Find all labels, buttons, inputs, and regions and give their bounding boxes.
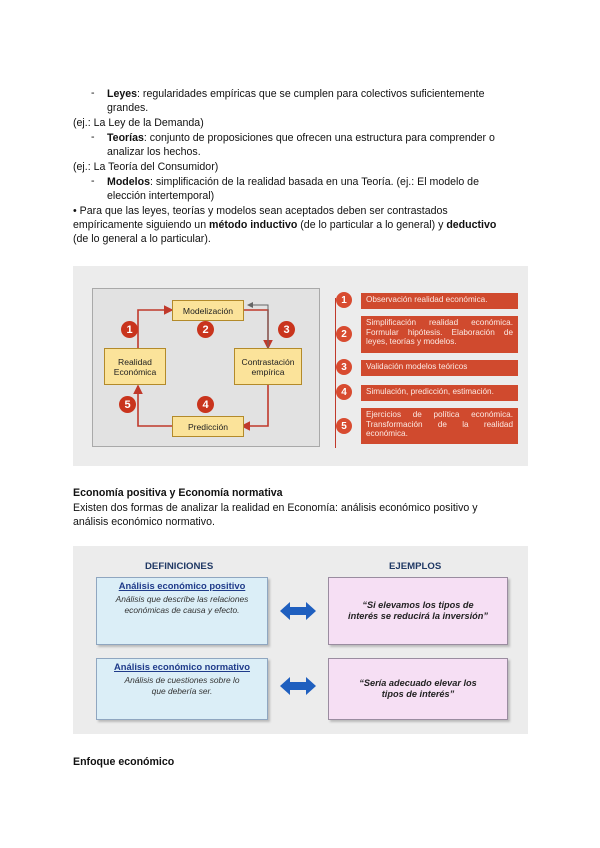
paragraph-contrast — [73, 204, 533, 247]
box-prediccion: Predicción — [172, 416, 244, 437]
section1-line2: análisis económico normativo. — [73, 516, 215, 529]
box-realidad-economica: Realidad Económica — [104, 348, 166, 385]
cycle-number-2: 2 — [197, 321, 214, 338]
arrow-modelizacion-contrastacion — [242, 310, 268, 348]
cycle-number-1: 1 — [121, 321, 138, 338]
double-arrow-icon — [280, 676, 316, 696]
para-line2a: empíricamente siguiendo un — [73, 219, 210, 232]
definition-title-positivo: Análisis económico positivo — [118, 580, 246, 591]
step-box-2: Simplificación realidad económica. Formular hipótesis. Elaboración de leyes, teorías y modelos. — [361, 316, 518, 353]
example-box-positivo — [328, 577, 508, 645]
definition-box-positivo — [96, 577, 268, 645]
arrow-prediccion-realidad — [138, 386, 172, 426]
example-box-normativo — [328, 658, 508, 720]
step-box-4: Simulación, predicción, estimación. — [361, 385, 518, 401]
bullet-leyes-text2: grandes. — [107, 102, 149, 115]
step-number-3: 3 — [336, 359, 352, 375]
heading-enfoque-economico: Enfoque económico — [73, 756, 175, 768]
heading-economia-positiva-normativa: Economía positiva y Economía normativa — [73, 487, 283, 499]
bullet-dash: - — [91, 87, 95, 99]
bullet-teorias-text2: analizar los hechos. — [107, 146, 201, 159]
definition-desc-positivo: Análisis que describe las relaciones económicas de causa y efecto. — [115, 594, 249, 615]
bullet-dash: - — [91, 131, 95, 143]
para-line3: (de lo general a lo particular). — [73, 233, 211, 246]
arrow-contrastacion-prediccion — [242, 384, 268, 426]
bullet-modelos-text2: elección intertemporal) — [107, 190, 215, 203]
bold-metodo-inductivo: método inductivo — [209, 219, 298, 232]
example-text-normativo: “Sería adecuado elevar los tipos de interés” — [359, 678, 477, 699]
step-number-5: 5 — [336, 418, 352, 434]
arrow-realidad-modelizacion — [138, 310, 172, 348]
step-number-2: 2 — [336, 326, 352, 342]
arrow-feedback — [248, 305, 268, 348]
box-contrastacion-empirica: Contrastación empírica — [234, 348, 302, 385]
step-number-4: 4 — [336, 384, 352, 400]
step-box-5: Ejercicios de política económica. Transformación de la realidad económica. — [361, 408, 518, 444]
cycle-number-4: 4 — [197, 396, 214, 413]
example-leyes: (ej.: La Ley de la Demanda) — [73, 117, 204, 129]
bullet-modelos-text: : simplificación de la realidad basada en una Teoría. (ej.: El modelo de — [149, 176, 479, 188]
paragraph-formas-analisis — [73, 501, 533, 529]
cycle-number-3: 3 — [278, 321, 295, 338]
double-arrow-icon — [280, 601, 316, 621]
para-line1: • Para que las leyes, teorías y modelos sean aceptados deben ser contrastados — [73, 205, 448, 217]
term-leyes: Leyes — [107, 88, 138, 100]
para-line2b: (de lo particular a lo general) y — [297, 219, 447, 232]
bullet-teorias — [107, 131, 527, 159]
term-modelos: Modelos — [107, 176, 150, 188]
definition-title-normativo: Análisis económico normativo — [114, 661, 250, 672]
step-box-1: Observación realidad económica. — [361, 293, 518, 309]
example-text-positivo: “Si elevamos los tipos de interés se reducirá la inversión” — [348, 600, 488, 621]
bullet-teorias-text: : conjunto de proposiciones que ofrecen una estructura para comprender o — [143, 132, 495, 144]
step-number-1: 1 — [336, 292, 352, 308]
term-teorias: Teorías — [107, 132, 144, 144]
definition-desc-normativo: Análisis de cuestiones sobre lo que debería ser. — [124, 675, 240, 696]
bullet-dash: - — [91, 175, 95, 187]
bullet-leyes — [107, 87, 527, 115]
column-header-ejemplos: EJEMPLOS — [389, 561, 442, 572]
example-teorias: (ej.: La Teoría del Consumidor) — [73, 161, 219, 173]
cycle-number-5: 5 — [119, 396, 136, 413]
bold-deductivo: deductivo — [446, 219, 497, 232]
section1-line1: Existen dos formas de analizar la realidad en Economía: análisis económico positivo y — [73, 502, 478, 514]
column-header-definiciones: DEFINICIONES — [145, 561, 214, 572]
step-box-3: Validación modelos teóricos — [361, 360, 518, 376]
bullet-modelos — [107, 175, 527, 203]
box-modelizacion: Modelización — [172, 300, 244, 321]
bullet-leyes-text: : regularidades empíricas que se cumplen para colectivos suficientemente — [137, 88, 485, 100]
definition-box-normativo — [96, 658, 268, 720]
